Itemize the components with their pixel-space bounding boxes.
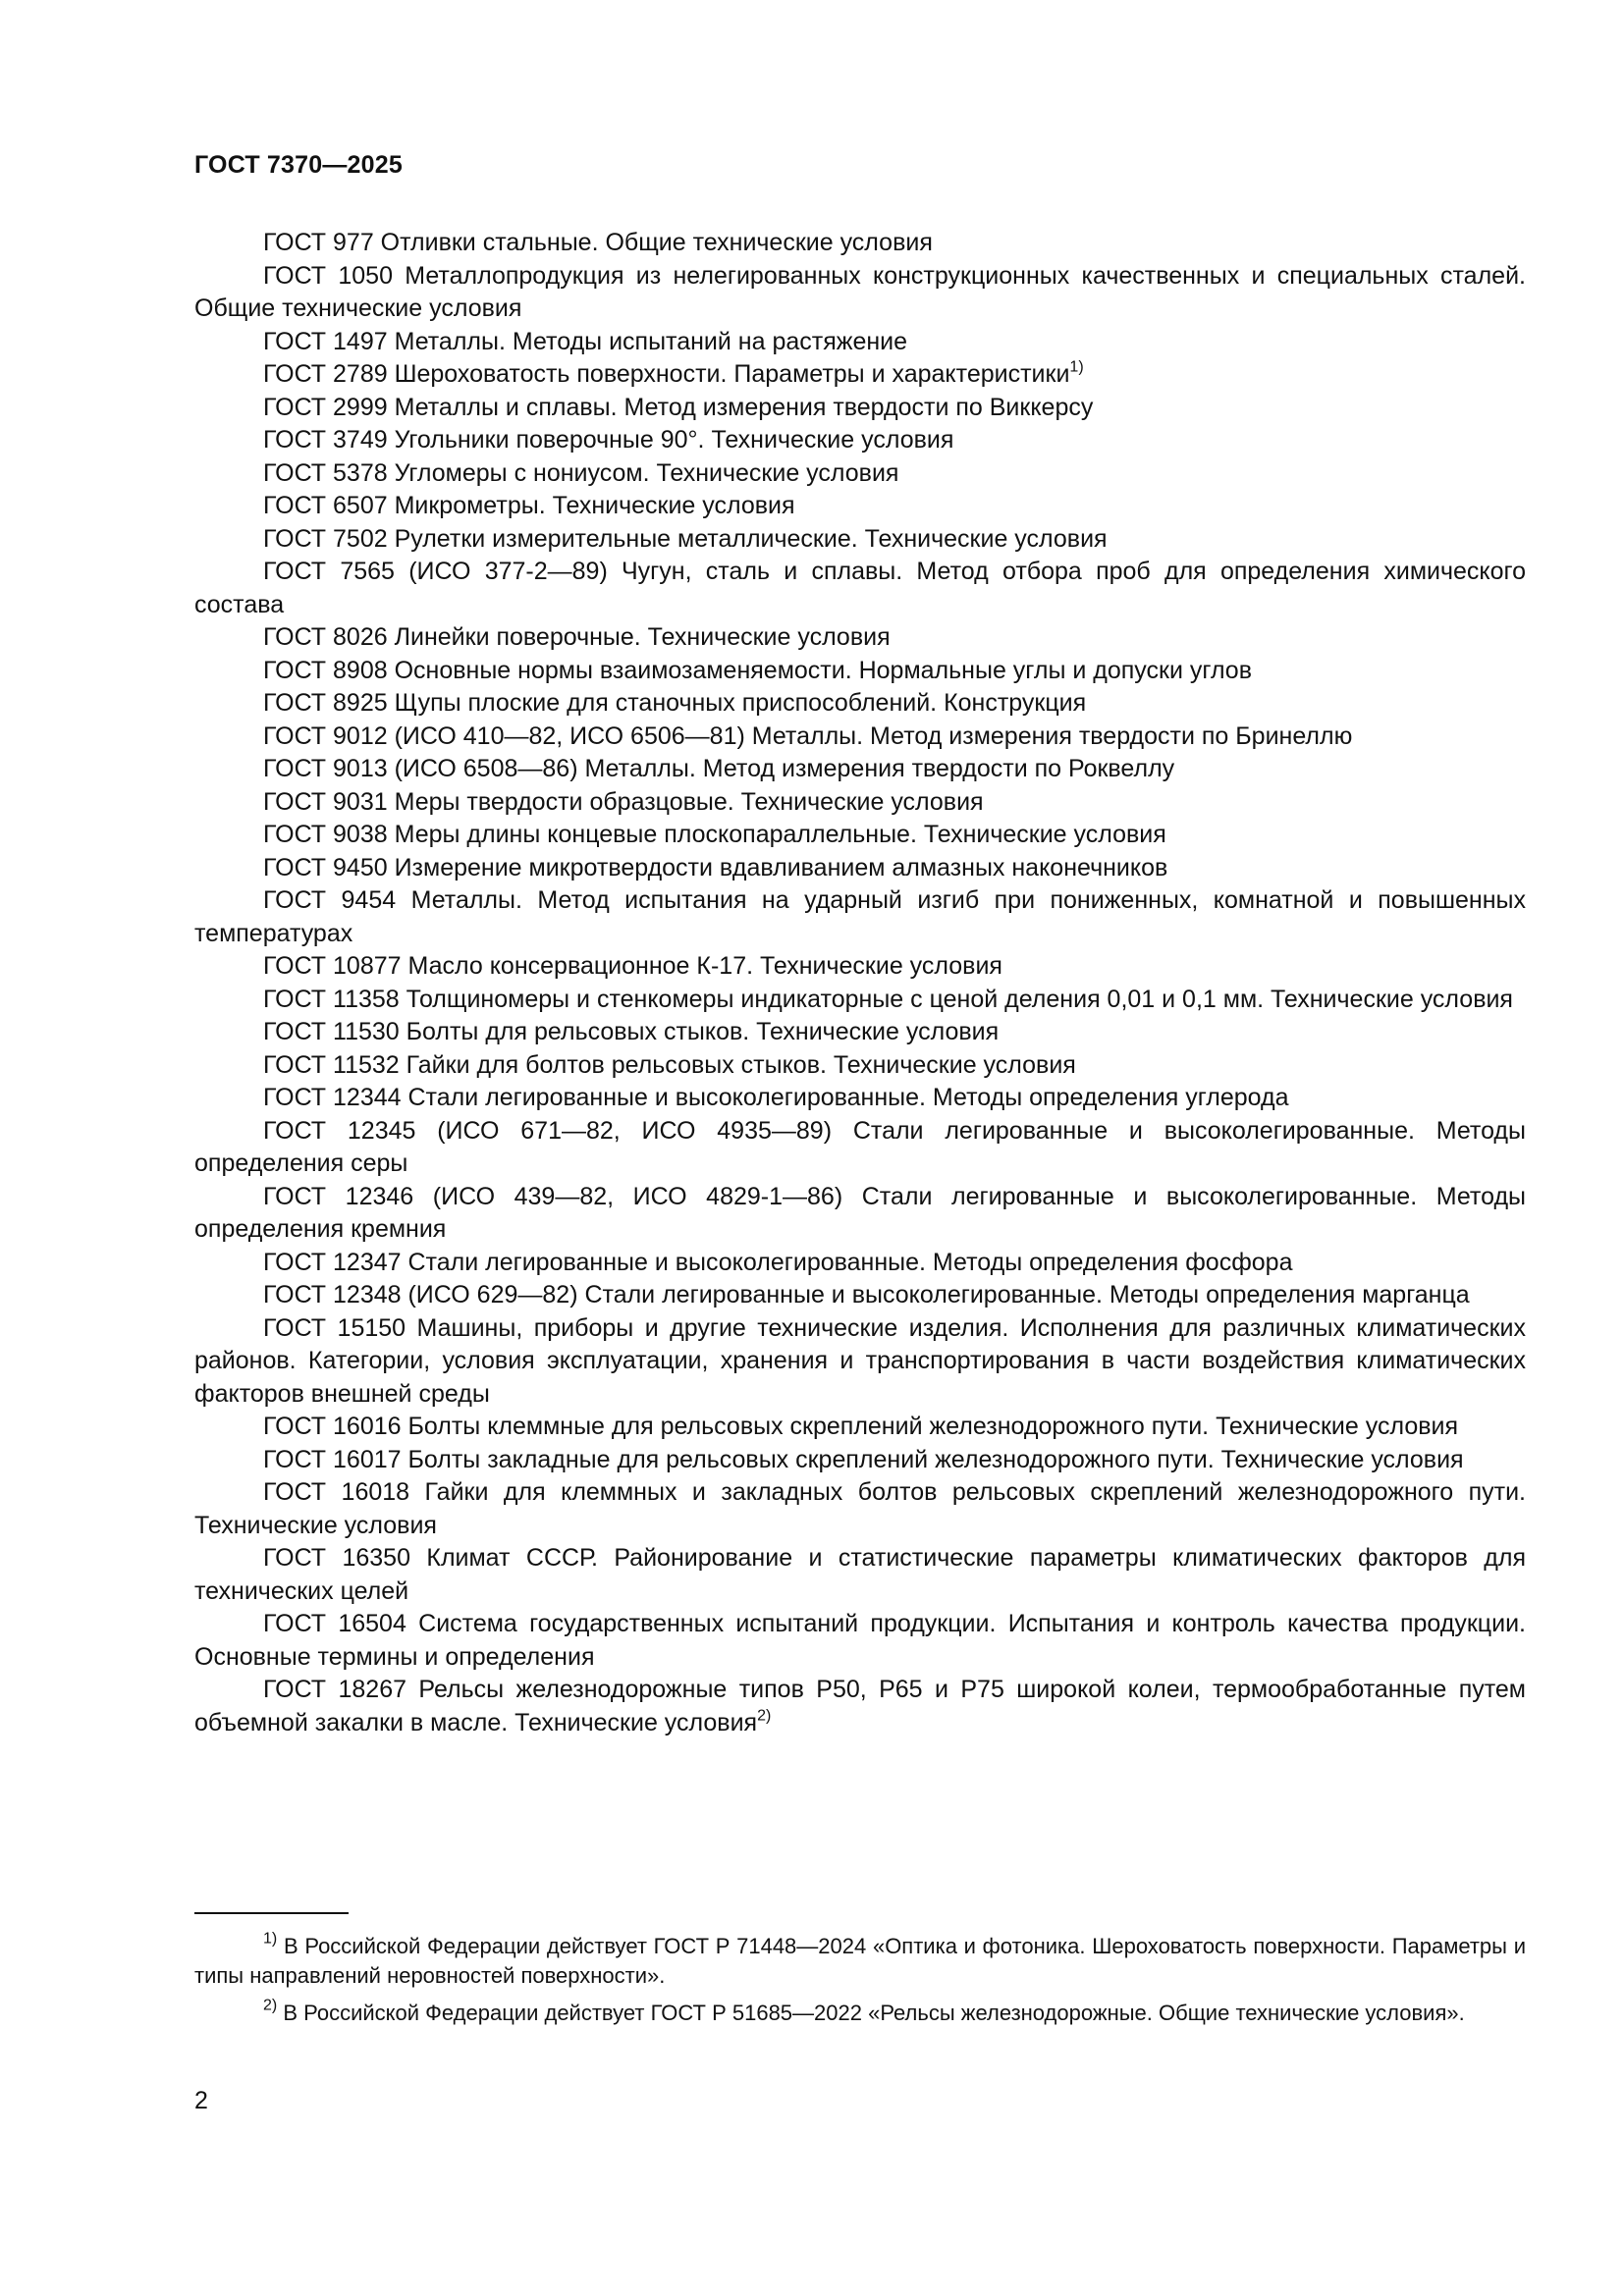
reference-item: ГОСТ 1050 Металлопродукция из нелегированных конструкционных качественных и специальных сталей. Общие технические условия [194,261,1526,322]
reference-item: ГОСТ 16350 Климат СССР. Районирование и статистические параметры климатических факторов для технических целей [194,1544,1526,1605]
reference-item: ГОСТ 9012 (ИСО 410—82, ИСО 6506—81) Металлы. Метод измерения твердости по Бринеллю [263,721,1353,750]
reference-item: ГОСТ 5378 Угломеры с нониусом. Технические условия [263,458,899,487]
footnote-divider [194,1912,349,1914]
reference-item: ГОСТ 18267 Рельсы железнодорожные типов Р50, Р65 и Р75 широкой колеи, термообработанные путем объемной закалки в масле. Технические условия$^{2)}$ [194,1676,1526,1736]
document-header: ГОСТ 7370—2025 [194,151,403,179]
reference-item: ГОСТ 8026 Линейки поверочные. Технические условия [263,623,891,651]
references-list [194,227,1526,1739]
footnote-ref-2: 2) [757,1707,772,1725]
reference-item: ГОСТ 8908 Основные нормы взаимозаменяемости. Нормальные углы и допуски углов [263,656,1252,684]
reference-item: ГОСТ 6507 Микрометры. Технические условия [263,492,795,519]
page-number: 2 [194,2087,208,2114]
reference-item: ГОСТ 12347 Стали легированные и высоколегированные. Методы определения фосфора [263,1248,1293,1276]
reference-item: ГОСТ 9013 (ИСО 6508—86) Металлы. Метод измерения твердости по Роквеллу [263,755,1175,782]
reference-item: ГОСТ 2999 Металлы и сплавы. Метод измерения твердости по Виккерсу [263,393,1094,421]
reference-item: ГОСТ 9038 Меры длины концевые плоскопараллельные. Технические условия [263,821,1166,848]
reference-item: ГОСТ 10877 Масло консервационное К-17. Технические условия [263,952,1002,980]
reference-item: ГОСТ 7565 (ИСО 377-2—89) Чугун, сталь и сплавы. Метод отбора проб для определения химического состава [194,558,1526,618]
footnote-2: $^{2)}$ В Российской Федерации действует ГОСТ Р 51685—2022 «Рельсы железнодорожные. Общие технические условия». [263,1997,1465,2025]
reference-item: ГОСТ 12348 (ИСО 629—82) Стали легированные и высоколегированные. Методы определения марганца [263,1281,1470,1308]
reference-item: ГОСТ 8925 Щупы плоские для станочных приспособлений. Конструкция [263,689,1087,717]
reference-item: ГОСТ 1497 Металлы. Методы испытаний на растяжение [263,327,908,355]
reference-item: ГОСТ 9031 Меры твердости образцовые. Технические условия [263,787,984,816]
reference-item: ГОСТ 977 Отливки стальные. Общие технические условия [263,229,933,256]
reference-item: ГОСТ 3749 Угольники поверочные 90°. Технические условия [263,426,954,454]
reference-item: ГОСТ 16504 Система государственных испытаний продукции. Испытания и контроль качества продукции. Основные термины и определения [194,1610,1526,1671]
reference-item: ГОСТ 9450 Измерение микротвердости вдавливанием алмазных наконечников [263,853,1168,881]
reference-item: ГОСТ 11530 Болты для рельсовых стыков. Технические условия [263,1018,1000,1045]
footnotes [194,1932,1526,2036]
reference-item: ГОСТ 16017 Болты закладные для рельсовых скреплений железнодорожного пути. Технические условия [263,1445,1464,1473]
reference-item: ГОСТ 11532 Гайки для болтов рельсовых стыков. Технические условия [263,1050,1076,1079]
reference-item: ГОСТ 16018 Гайки для клеммных и закладных болтов рельсовых скреплений железнодорожного пути. Технические условия [194,1478,1526,1539]
reference-item: ГОСТ 12344 Стали легированные и высоколегированные. Методы определения углерода [263,1084,1289,1111]
reference-item: ГОСТ 9454 Металлы. Метод испытания на ударный изгиб при пониженных, комнатной и повышенных температурах [194,886,1526,947]
reference-item: ГОСТ 2789 Шероховатость поверхности. Параметры и характеристики$^{1)}$ [263,358,1084,388]
footnote-1: $^{1)}$ В Российской Федерации действует ГОСТ Р 71448—2024 «Оптика и фотоника. Шероховатость поверхности. Параметры и типы направлений неровностей поверхности». [194,1930,1526,1988]
reference-item: ГОСТ 12346 (ИСО 439—82, ИСО 4829-1—86) Стали легированные и высоколегированные. Методы определения кремния [194,1182,1526,1243]
reference-item: ГОСТ 16016 Болты клеммные для рельсовых скреплений железнодорожного пути. Технические условия [263,1413,1459,1440]
footnote-ref-1: 1) [1069,358,1084,376]
reference-item: ГОСТ 15150 Машины, приборы и другие технические изделия. Исполнения для различных климатических районов. Категории, условия эксплуатации, хранения и транспортирования в части воздействия климатических факторов внешней среды [194,1313,1526,1408]
reference-item: ГОСТ 11358 Толщиномеры и стенкомеры индикаторные с ценой деления 0,01 и 0,1 мм. Технические условия [263,985,1513,1013]
reference-item: ГОСТ 7502 Рулетки измерительные металлические. Технические условия [263,524,1108,553]
reference-item: ГОСТ 12345 (ИСО 671—82, ИСО 4935—89) Стали легированные и высоколегированные. Методы определения серы [194,1116,1526,1177]
